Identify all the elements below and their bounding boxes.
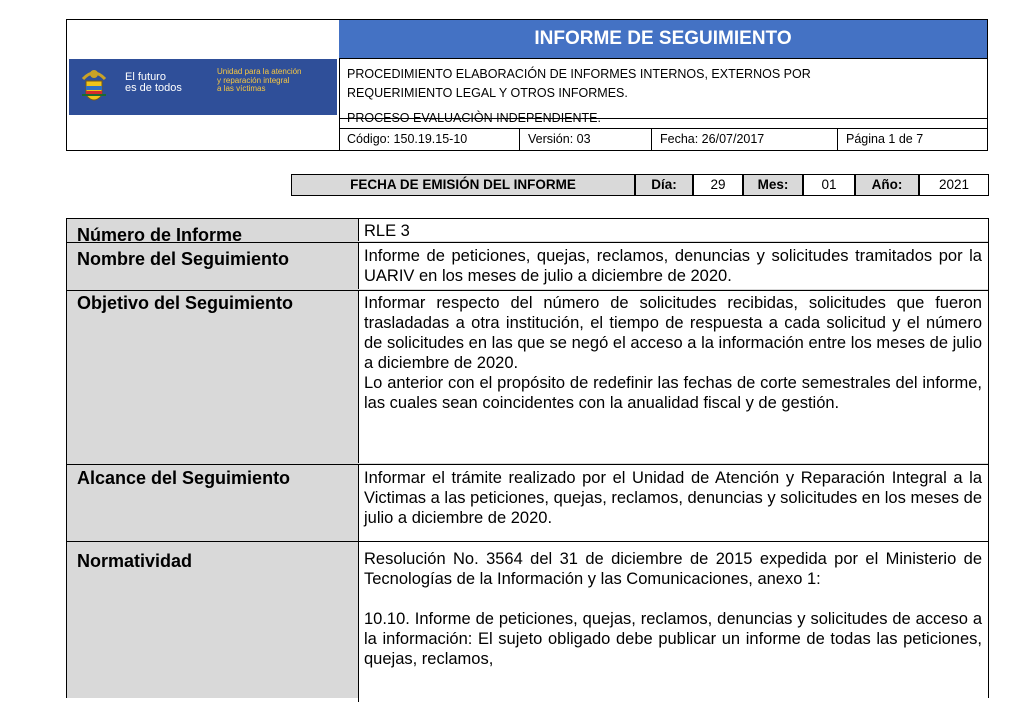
day-value: 29 — [693, 174, 743, 196]
report-title: INFORME DE SEGUIMIENTO — [339, 20, 987, 59]
numero-value: RLE 3 — [358, 219, 988, 241]
normatividad-paragraph: Resolución No. 3564 del 31 de diciembre de 2015 expedida por el Ministerio de Tecnologías de la Información y las Comunicaciones, anexo 1: — [364, 550, 982, 588]
numero-label: Número de Informe — [77, 225, 243, 245]
process-name: PROCESO EVALUACIÒN INDEPENDIENTE. — [339, 108, 987, 129]
emission-date-label: FECHA DE EMISIÓN DEL INFORME — [291, 174, 635, 196]
day-label: Día: — [635, 174, 693, 196]
procedure-line: PROCEDIMIENTO ELABORACIÓN DE INFORMES INTERNOS, EXTERNOS POR — [347, 67, 811, 81]
month-label: Mes: — [743, 174, 803, 196]
brand-line: es de todos — [125, 82, 182, 94]
normatividad-label: Normatividad — [77, 551, 193, 571]
alcance-label: Alcance del Seguimiento — [77, 468, 291, 488]
logo-cell — [67, 20, 340, 150]
brand-line: El futuro — [125, 71, 166, 83]
brand-unit-line: a las víctimas — [217, 84, 266, 93]
objetivo-label: Objetivo del Seguimiento — [77, 293, 294, 313]
year-label: Año: — [855, 174, 919, 196]
nombre-label: Nombre del Seguimiento — [77, 249, 290, 269]
brand-slogan — [125, 72, 182, 94]
alcance-value: Informar el trámite realizado por el Unidad de Atención y Reparación Integral a la Victimas a las peticiones, quejas, reclamos, denuncias y solicitudes en los meses de julio a diciembre de 2020. — [358, 465, 988, 541]
report-info-table — [66, 218, 989, 698]
page-number: Página 1 de 7 — [837, 128, 987, 150]
year-value: 2021 — [919, 174, 989, 196]
brand-unit-line: Unidad para la atención — [217, 67, 302, 76]
brand-unit-line: y reparación integral — [217, 75, 290, 85]
normatividad-paragraph: 10.10. Informe de peticiones, quejas, reclamos, denuncias y solicitudes de acceso a la información: El sujeto obligado debe publicar un informe de todas las peticiones, quejas, reclamos, — [364, 610, 982, 668]
procedure-line: REQUERIMIENTO LEGAL Y OTROS INFORMES. — [347, 86, 628, 100]
brand-logo — [69, 59, 337, 115]
nombre-value: Informe de peticiones, quejas, reclamos, denuncias y solicitudes tramitados por la UARIV en los meses de julio a diciembre de 2020. — [358, 243, 988, 289]
month-value: 01 — [803, 174, 855, 196]
document-version: Versión: 03 — [519, 128, 651, 150]
document-header — [66, 19, 988, 151]
document-date: Fecha: 26/07/2017 — [651, 128, 837, 150]
coat-of-arms-icon — [79, 65, 109, 107]
document-code: Código: 150.19.15-10 — [347, 132, 468, 146]
objetivo-paragraph: Lo anterior con el propósito de redefinir las fechas de corte semestrales del informe, las cuales sean coincidentes con la anualidad fiscal y de gestión. — [364, 374, 982, 412]
normatividad-value — [358, 542, 988, 702]
objetivo-value — [358, 291, 988, 463]
objetivo-paragraph: Informar respecto del número de solicitudes recibidas, solicitudes que fueron trasladadas a otra institución, el tiempo de respuesta a cada solicitud y el número de solicitudes en las que se negó el acceso a la información entre los meses de julio a diciembre de 2020. — [364, 294, 982, 372]
brand-unit-name — [217, 68, 302, 94]
